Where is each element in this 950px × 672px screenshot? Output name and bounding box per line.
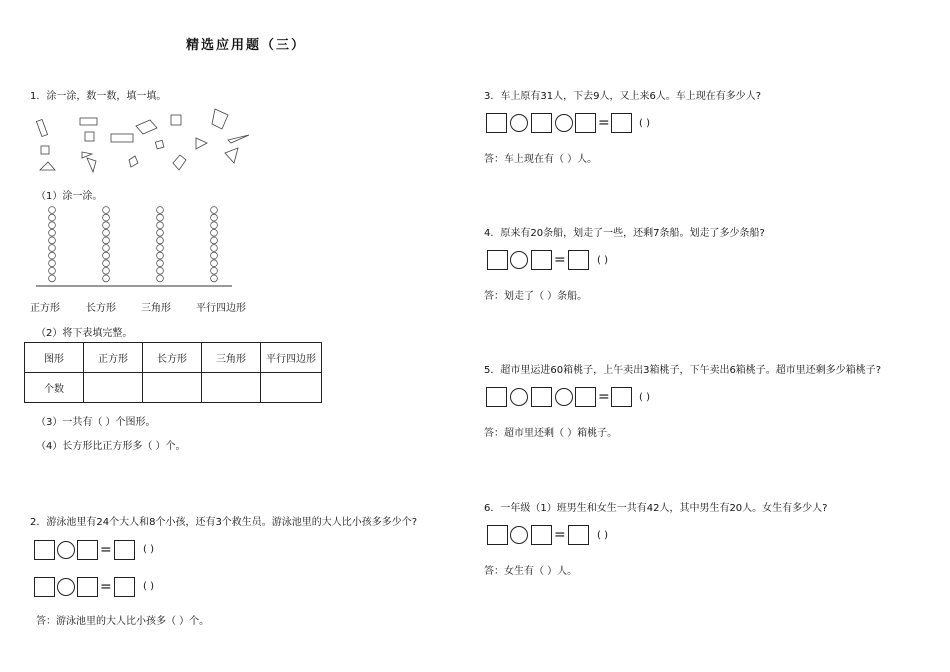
bead-square[interactable] <box>49 260 56 267</box>
q1-part1: （1）涂一涂。 <box>36 191 103 202</box>
count-cell-rectangle[interactable] <box>143 373 202 403</box>
col-label-triangle: 三角形 <box>141 303 171 314</box>
bead-parallelogram[interactable] <box>211 222 218 229</box>
answer-box[interactable] <box>77 540 98 560</box>
operator-circle[interactable] <box>510 388 528 406</box>
bead-parallelogram[interactable] <box>211 229 218 236</box>
result-box[interactable] <box>114 540 135 560</box>
bead-rectangle[interactable] <box>103 237 110 244</box>
answer-box[interactable] <box>487 250 508 270</box>
bead-triangle[interactable] <box>157 222 164 229</box>
page-title: 精选应用题（三） <box>186 38 307 53</box>
operator-circle[interactable] <box>57 578 75 596</box>
operator-circle[interactable] <box>555 114 573 132</box>
col-label-parallelogram: 平行四边形 <box>196 303 246 314</box>
bead-parallelogram[interactable] <box>211 275 218 282</box>
bead-square[interactable] <box>49 207 56 214</box>
answer-box[interactable] <box>575 113 596 133</box>
answer-box[interactable] <box>531 525 552 545</box>
table-header-row <box>25 343 322 373</box>
bead-square[interactable] <box>49 267 56 274</box>
q1-part2: （2）将下表填完整。 <box>36 328 133 339</box>
q4-answer: 答：划走了（ ）条船。 <box>484 291 588 302</box>
bead-triangle[interactable] <box>157 252 164 259</box>
bead-parallelogram[interactable] <box>211 260 218 267</box>
result-box[interactable] <box>611 113 632 133</box>
operator-circle[interactable] <box>510 526 528 544</box>
unit-paren: ( ) <box>597 530 608 541</box>
bead-triangle[interactable] <box>157 275 164 282</box>
answer-box[interactable] <box>77 577 98 597</box>
equals-sign: = <box>100 579 112 595</box>
bead-rectangle[interactable] <box>103 222 110 229</box>
q5-answer: 答：超市里还剩（ ）箱桃子。 <box>484 428 618 439</box>
bead-square[interactable] <box>49 237 56 244</box>
operator-circle[interactable] <box>57 541 75 559</box>
table-header-cell: 正方形 <box>84 343 143 373</box>
bead-parallelogram[interactable] <box>211 207 218 214</box>
bead-square[interactable] <box>49 245 56 252</box>
count-cell-parallelogram[interactable] <box>261 373 322 403</box>
q1-text: 1．涂一涂，数一数，填一填。 <box>30 91 167 102</box>
bead-rectangle[interactable] <box>103 245 110 252</box>
q2-answer: 答：游泳池里的大人比小孩多（ ）个。 <box>36 616 210 627</box>
equals-sign: = <box>598 115 610 131</box>
bead-parallelogram[interactable] <box>211 267 218 274</box>
bead-parallelogram[interactable] <box>211 245 218 252</box>
unit-paren: ( ) <box>639 118 650 129</box>
equals-sign: = <box>100 542 112 558</box>
col-label-square: 正方形 <box>30 303 60 314</box>
equals-sign: = <box>554 527 566 543</box>
bead-triangle[interactable] <box>157 245 164 252</box>
bead-rectangle[interactable] <box>103 267 110 274</box>
q2-text: 2．游泳池里有24个大人和8个小孩，还有3个救生员。游泳池里的大人比小孩多多少个? <box>30 517 418 528</box>
unit-paren: ( ) <box>597 255 608 266</box>
equals-sign: = <box>554 252 566 268</box>
bead-square[interactable] <box>49 214 56 221</box>
answer-box[interactable] <box>486 113 507 133</box>
q3-answer: 答：车上现在有（ ）人。 <box>484 154 598 165</box>
operator-circle[interactable] <box>555 388 573 406</box>
q6-answer: 答：女生有（ ）人。 <box>484 566 578 577</box>
bead-parallelogram[interactable] <box>211 252 218 259</box>
operator-circle[interactable] <box>510 251 528 269</box>
bead-rectangle[interactable] <box>103 275 110 282</box>
bead-square[interactable] <box>49 222 56 229</box>
unit-paren: ( ) <box>143 581 154 592</box>
bead-square[interactable] <box>49 275 56 282</box>
answer-box[interactable] <box>575 387 596 407</box>
q4-text: 4．原来有20条船，划走了一些，还剩7条船。划走了多少条船? <box>484 228 765 239</box>
bead-rectangle[interactable] <box>103 229 110 236</box>
table-header-cell: 图形 <box>25 343 84 373</box>
bead-rectangle[interactable] <box>103 214 110 221</box>
count-cell-triangle[interactable] <box>202 373 261 403</box>
unit-paren: ( ) <box>639 392 650 403</box>
q3-text: 3．车上原有31人，下去9人，又上来6人。车上现在有多少人? <box>484 91 762 102</box>
count-table <box>24 342 322 403</box>
q5-text: 5．超市里运进60箱桃子，上午卖出3箱桃子，下午卖出6箱桃子。超市里还剩多少箱桃子? <box>484 365 882 376</box>
bead-triangle[interactable] <box>157 229 164 236</box>
answer-box[interactable] <box>487 525 508 545</box>
table-header-cell: 三角形 <box>202 343 261 373</box>
count-cell-square[interactable] <box>84 373 143 403</box>
table-row-label: 个数 <box>25 373 84 403</box>
bead-square[interactable] <box>49 229 56 236</box>
table-header-cell: 平行四边形 <box>261 343 322 373</box>
result-box[interactable] <box>611 387 632 407</box>
bead-rectangle[interactable] <box>103 260 110 267</box>
answer-box[interactable] <box>531 250 552 270</box>
answer-box[interactable] <box>531 113 552 133</box>
bead-triangle[interactable] <box>157 207 164 214</box>
equals-sign: = <box>598 389 610 405</box>
col-label-rectangle: 长方形 <box>86 303 116 314</box>
bead-parallelogram[interactable] <box>211 237 218 244</box>
answer-box[interactable] <box>34 540 55 560</box>
bead-triangle[interactable] <box>157 214 164 221</box>
q1-part3: （3）一共有（ ）个图形。 <box>36 417 156 428</box>
bead-triangle[interactable] <box>157 260 164 267</box>
bead-rectangle[interactable] <box>103 207 110 214</box>
unit-paren: ( ) <box>143 544 154 555</box>
operator-circle[interactable] <box>510 114 528 132</box>
bead-rectangle[interactable] <box>103 252 110 259</box>
result-box[interactable] <box>568 525 589 545</box>
bead-parallelogram[interactable] <box>211 214 218 221</box>
result-box[interactable] <box>568 250 589 270</box>
answer-box[interactable] <box>34 577 55 597</box>
table-row <box>25 373 322 403</box>
result-box[interactable] <box>114 577 135 597</box>
bead-triangle[interactable] <box>157 267 164 274</box>
bead-triangle[interactable] <box>157 237 164 244</box>
q6-text: 6．一年级（1）班男生和女生一共有42人，其中男生有20人。女生有多少人? <box>484 503 828 514</box>
answer-box[interactable] <box>531 387 552 407</box>
table-header-cell: 长方形 <box>143 343 202 373</box>
answer-box[interactable] <box>486 387 507 407</box>
bead-square[interactable] <box>49 252 56 259</box>
q1-part4: （4）长方形比正方形多（ ）个。 <box>36 441 186 452</box>
